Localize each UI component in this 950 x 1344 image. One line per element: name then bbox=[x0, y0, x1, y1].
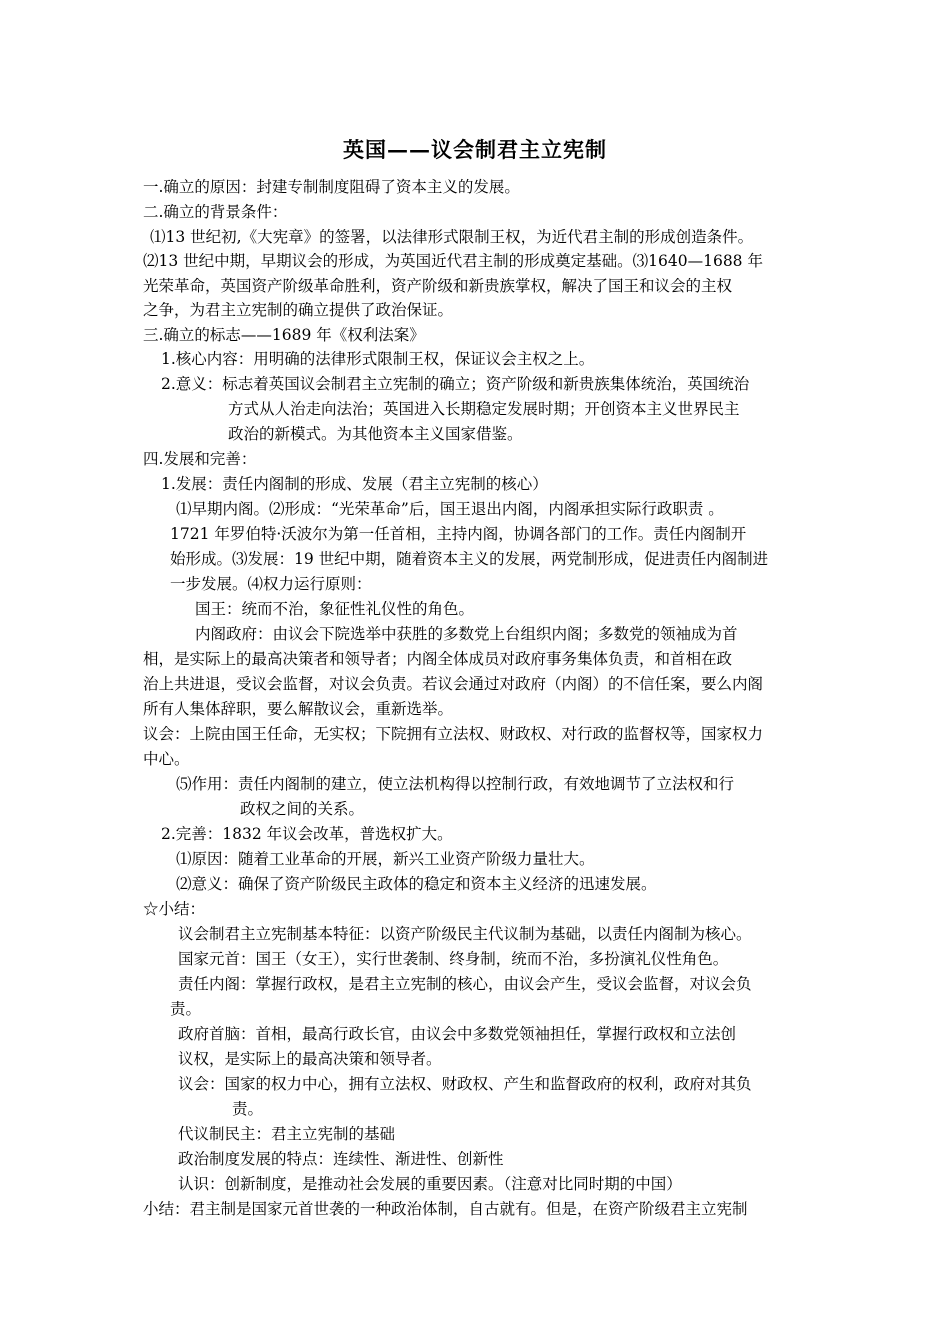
text-line: 1.核心内容：用明确的法律形式限制王权，保证议会主权之上。 bbox=[161, 350, 595, 368]
text-line: 议会：国家的权力中心，拥有立法权、财政权、产生和监督政府的权利，政府对其负 bbox=[178, 1075, 752, 1093]
text-line: 议会：上院由国王任命，无实权；下院拥有立法权、财政权、对行政的监督权等，国家权力 bbox=[143, 725, 764, 743]
text-line: 责。 bbox=[170, 1000, 202, 1018]
text-line: 二.确立的背景条件： bbox=[143, 203, 288, 221]
text-line: 国王：统而不治，象征性礼仪性的角色。 bbox=[195, 600, 475, 618]
section-heading: 三.确立的标志——1689 年《权利法案》 bbox=[143, 326, 425, 344]
text-line: ⑸作用：责任内阁制的建立，使立法机构得以控制行政，有效地调节了立法权和行 bbox=[176, 775, 735, 793]
section-heading: 四.发展和完善： bbox=[143, 450, 257, 468]
text-line: 一.确立的原因：封建专制制度阻碍了资本主义的发展。 bbox=[143, 178, 520, 196]
text-line: 中心。 bbox=[143, 750, 190, 768]
text-line: 责任内阁：掌握行政权，是君主立宪制的核心，由议会产生，受议会监督，对议会负 bbox=[178, 975, 752, 993]
text-line: 1721 年罗伯特·沃波尔为第一任首相，主持内阁，协调各部门的工作。责任内阁制开 bbox=[170, 525, 747, 543]
text-line: 2.意义：标志着英国议会制君主立宪制的确立；资产阶级和新贵族集体统治，英国统治 bbox=[161, 375, 750, 393]
text-line: ⑵13 世纪中期，早期议会的形成，为英国近代君主制的形成奠定基础。⑶1640—1688 年 bbox=[143, 252, 763, 270]
document-title: 英国——议会制君主立宪制 bbox=[343, 137, 607, 162]
text-line: 政治的新模式。为其他资本主义国家借鉴。 bbox=[228, 425, 523, 443]
text-line: 治上共进退，受议会监督，对议会负责。若议会通过对政府（内阁）的不信任案，要么内阁 bbox=[143, 675, 764, 693]
text-line: 政府首脑：首相，最高行政长官，由议会中多数党领袖担任，掌握行政权和立法创 bbox=[178, 1025, 737, 1043]
text-line: ⑵意义：确保了资产阶级民主政体的稳定和资本主义经济的迅速发展。 bbox=[176, 875, 657, 893]
text-line: 内阁政府：由议会下院选举中获胜的多数党上台组织内阁；多数党的领袖成为首 bbox=[195, 625, 738, 643]
text-line: 小结：君主制是国家元首世袭的一种政治体制，自古就有。但是，在资产阶级君主立宪制 bbox=[143, 1200, 748, 1218]
text-line: 始形成。⑶发展：19 世纪中期，随着资本主义的发展，两党制形成，促进责任内阁制进 bbox=[170, 550, 769, 568]
text-line: ⑴早期内阁。⑵形成：“光荣革命”后，国王退出内阁，内阁承担实际行政职责 。 bbox=[176, 500, 724, 518]
text-line: 所有人集体辞职，要么解散议会，重新选举。 bbox=[143, 700, 454, 718]
section-heading: ☆小结： bbox=[143, 900, 206, 918]
text-line: 政治制度发展的特点：连续性、渐进性、创新性 bbox=[178, 1150, 504, 1168]
text-line: 政权之间的关系。 bbox=[240, 800, 365, 818]
text-line: 2.完善：1832 年议会改革，普选权扩大。 bbox=[161, 825, 453, 843]
text-line: 光荣革命，英国资产阶级革命胜利，资产阶级和新贵族掌权，解决了国王和议会的主权 bbox=[143, 277, 733, 295]
text-line: 认识：创新制度，是推动社会发展的重要因素。（注意对比同时期的中国） bbox=[178, 1175, 682, 1193]
text-line: 方式从人治走向法治；英国进入长期稳定发展时期；开创资本主义世界民主 bbox=[228, 400, 740, 418]
text-line: 相，是实际上的最高决策者和领导者；内阁全体成员对政府事务集体负责，和首相在政 bbox=[143, 650, 733, 668]
text-line: 国家元首：国王（女王），实行世袭制、终身制，统而不治，多扮演礼仪性角色。 bbox=[178, 950, 729, 968]
text-line: 议会制君主立宪制基本特征：以资产阶级民主代议制为基础，以责任内阁制为核心。 bbox=[178, 925, 752, 943]
text-line: 责。 bbox=[232, 1100, 264, 1118]
text-line: 一步发展。⑷权力运行原则： bbox=[170, 575, 372, 593]
text-line: 代议制民主：君主立宪制的基础 bbox=[178, 1125, 396, 1143]
text-line: 议权，是实际上的最高决策和领导者。 bbox=[178, 1050, 442, 1068]
text-line: ⑴13 世纪初,《大宪章》的签署，以法律形式限制王权，为近代君主制的形成创造条件。 bbox=[150, 228, 754, 246]
text-line: 之争，为君主立宪制的确立提供了政治保证。 bbox=[143, 301, 454, 319]
text-line: 1.发展：责任内阁制的形成、发展（君主立宪制的核心） bbox=[161, 475, 548, 493]
text-line: ⑴原因：随着工业革命的开展，新兴工业资产阶级力量壮大。 bbox=[176, 850, 595, 868]
